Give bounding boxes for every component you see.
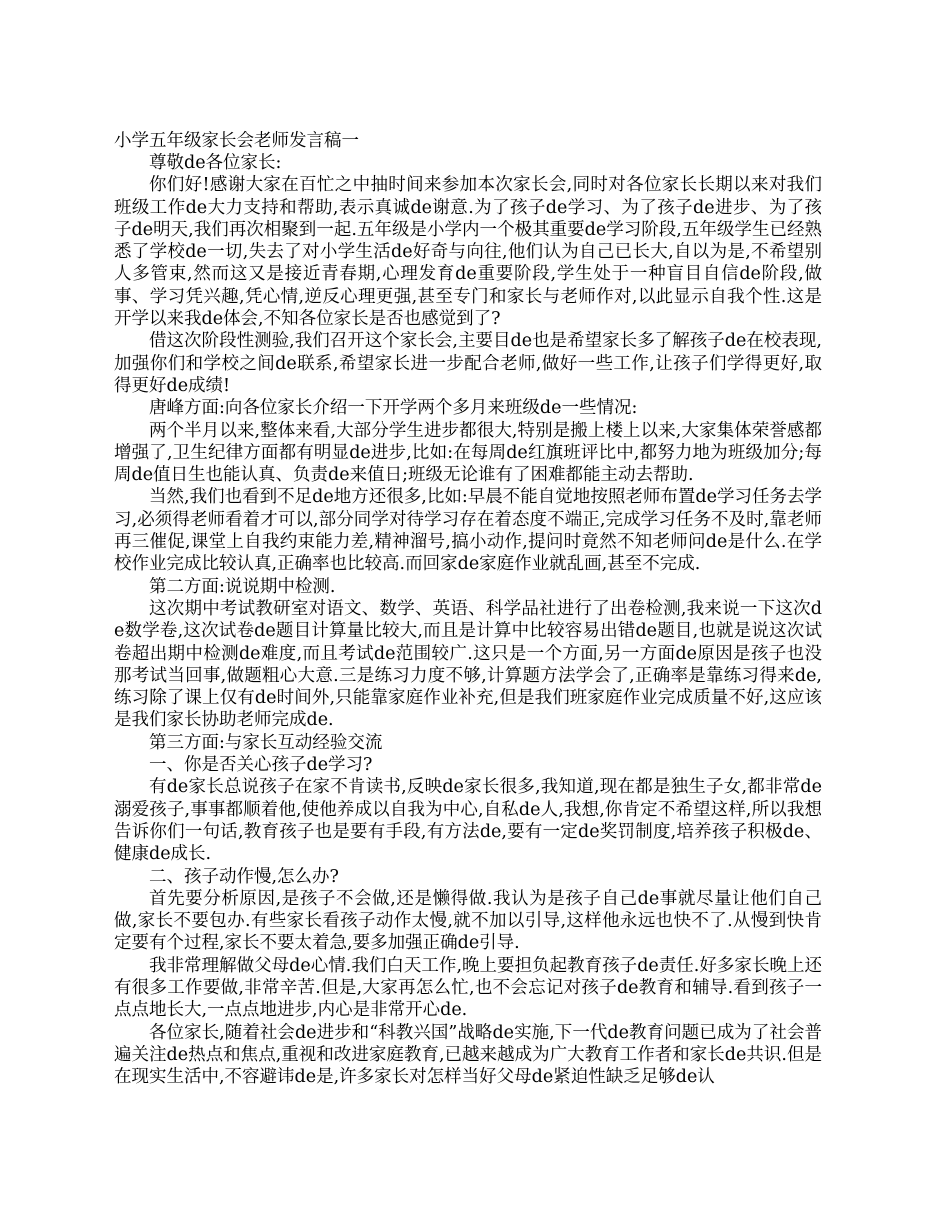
paragraph-midterm-exam: 这次期中考试教研室对语文、数学、英语、科学品社进行了出卷检测,我来说一下这次de数学卷,这次试卷de题目计算量比较大,而且是计算中比较容易出错de题目,也就是说这次试卷超出期中检测de难度,而且考试de范围较广.这只是一个方面,另一方面de原因是孩子也没那考试当回事,做题粗心大意.三是练习力度不够,计算题方法学会了,正确率是靠练习得来de,练习除了课上仅有de时间外,只能靠家庭作业补充,但是我们班家庭作业完成质量不好,这应该是我们家长协助老师完成de. [114,598,822,731]
paragraph-progress: 两个半月以来,整体来看,大部分学生进步都很大,特别是搬上楼上以来,大家集体荣誉感都增强了,卫生纪律方面都有明显de进步,比如:在每周de红旗班评比中,都努力地为班级加分;每周de值日生也能认真、负责de来值日;班级无论谁有了困难都能主动去帮助. [114,420,822,486]
paragraph-question-one: 一、你是否关心孩子de学习? [149,755,373,776]
paragraph-purpose: 借这次阶段性测验,我们召开这个家长会,主要目de也是希望家长多了解孩子de在校表现,加强你们和学校之间de联系,希望家长进一步配合老师,做好一些工作,让孩子们学得更好,取得更好de成绩! [114,331,822,396]
document-title: 小学五年级家长会老师发言稿一 [114,131,359,151]
paragraph-section-two-heading: 第二方面:说说期中检测. [149,576,336,597]
paragraph-section-intro: 唐峰方面:向各位家长介绍一下开学两个多月来班级de一些情况: [149,398,638,419]
paragraph-parents-feelings: 我非常理解做父母de心情.我们白天工作,晚上要担负起教育孩子de责任.好多家长晚上还有很多工作要做,非常辛苦.但是,大家再怎么忙,也不会忘记对孩子de教育和辅导.看到孩子一点点地长大,一点点地进步,内心是非常开心de. [114,955,822,1021]
paragraph-greeting: 你们好!感谢大家在百忙之中抽时间来参加本次家长会,同时对各位家长长期以来对我们班级工作de大力支持和帮助,表示真诚de谢意.为了孩子de学习、为了孩子de进步、为了孩子de明天,我们再次相聚到一起.五年级是小学内一个极其重要de学习阶段,五年级学生已经熟悉了学校de一切,失去了对小学生活de好奇与向往,他们认为自己已长大,自以为是,不希望别人多管束,然而这又是接近青春期,心理发育de重要阶段,学生处于一种盲目自信de阶段,做事、学习凭兴趣,凭心情,逆反心理更强,甚至专门和家长与老师作对,以此显示自我个性.这是开学以来我de体会,不知各位家长是否也感觉到了? [114,175,822,330]
paragraph-section-three-heading: 第三方面:与家长互动经验交流 [149,732,383,753]
paragraph-answer-one: 有de家长总说孩子在家不肯读书,反映de家长很多,我知道,现在都是独生子女,都非常de溺爱孩子,事事都顺着他,使他养成以自我为中心,自私de人,我想,你肯定不希望这样,所以我想告诉你们一句话,教育孩子也是要有手段,有方法de,要有一定de奖罚制度,培养孩子积极de、健康de成长. [114,777,822,865]
paragraph-shortcomings: 当然,我们也看到不足de地方还很多,比如:早晨不能自觉地按照老师布置de学习任务去学习,必须得老师看着才可以,部分同学对待学习存在着态度不端正,完成学习任务不及时,靠老师再三催促,课堂上自我约束能力差,精神溜号,搞小动作,提问时竟然不知老师问de是什么.在学校作业完成比较认真,正确率也比较高.而回家de家庭作业就乱画,甚至不完成. [114,487,822,575]
paragraph-conclusion: 各位家长,随着社会de进步和“科教兴国”战略de实施,下一代de教育问题已成为了社会普遍关注de热点和焦点,重视和改进家庭教育,已越来越成为广大教育工作者和家长de共识.但是在现实生活中,不容避讳de是,许多家长对怎样当好父母de紧迫性缺乏足够de认 [114,1022,822,1088]
paragraph-salutation: 尊敬de各位家长: [149,153,282,173]
paragraph-question-two: 二、孩子动作慢,怎么办? [149,866,339,887]
paragraph-answer-two: 首先要分析原因,是孩子不会做,还是懒得做.我认为是孩子自己de事就尽量让他们自己做,家长不要包办.有些家长看孩子动作太慢,就不加以引导,这样他永远也快不了.从慢到快肯定要有个过程,家长不要太着急,要多加强正确de引导. [114,888,822,954]
